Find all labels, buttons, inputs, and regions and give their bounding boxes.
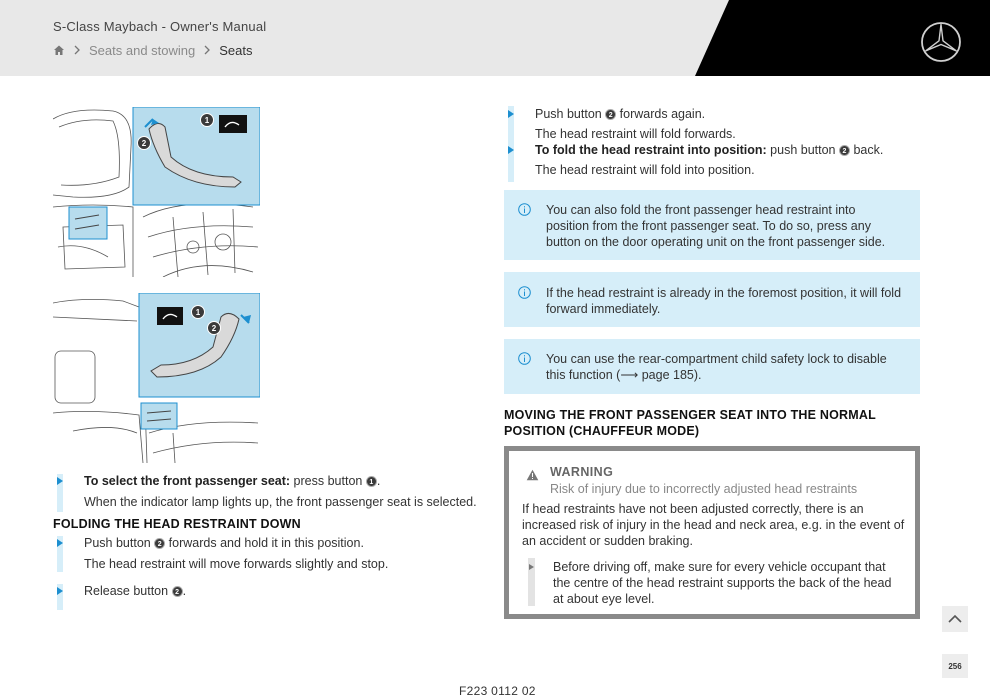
front-passenger-seat-controls-illustration xyxy=(53,107,260,277)
breadcrumb-seats-and-stowing[interactable]: Seats and stowing xyxy=(89,42,196,58)
info-box xyxy=(504,190,920,260)
step-arrow-icon xyxy=(529,564,534,570)
step-arrow-icon xyxy=(57,477,63,485)
section-heading-folding: FOLDING THE HEAD RESTRAINT DOWN xyxy=(53,517,301,531)
step-select-passenger-seat: To select the front passenger seat: press button 1 . xyxy=(84,474,381,488)
callout-2: 2 xyxy=(141,139,147,148)
home-icon[interactable] xyxy=(53,44,65,56)
figure-code: F223 0112 02 xyxy=(459,684,536,698)
button-1-symbol: 1 xyxy=(366,476,377,487)
info-icon xyxy=(518,352,531,365)
scroll-to-top-button[interactable] xyxy=(942,606,968,632)
info-text: You can also fold the front passenger head restraint into position from the front passenger seat. To do so, press any button on the door operating unit on the front passenger side. xyxy=(546,203,886,249)
chevron-up-icon xyxy=(947,614,963,624)
warning-subtitle: Risk of injury due to incorrectly adjusted head restraints xyxy=(550,482,858,496)
info-text[interactable]: You can use the rear-compartment child safety lock to disable this function (⟶ page 185). xyxy=(546,352,887,382)
info-icon xyxy=(518,203,531,216)
button-2-symbol: 2 xyxy=(605,109,616,120)
callout-1: 1 xyxy=(195,308,201,317)
section-heading-chauffeur-mode: MOVING THE FRONT PASSENGER SEAT INTO THE NORMAL POSITION (CHAUFFEUR MODE) xyxy=(504,408,876,438)
step-push-button-2: Push button 2 forwards and hold it in this position. xyxy=(84,536,364,550)
callout-2: 2 xyxy=(211,324,217,333)
step-fold-into-position: To fold the head restraint into position: push button 2 back. xyxy=(535,143,884,157)
button-2-symbol: 2 xyxy=(172,586,183,597)
info-text: If the head restraint is already in the foremost position, it will fold forward immediately. xyxy=(546,286,902,316)
app-title: S-Class Maybach - Owner's Manual xyxy=(53,19,267,34)
step-result: When the indicator lamp lights up, the front passenger seat is selected. xyxy=(84,495,477,509)
rear-seat-headrest-controls-illustration xyxy=(53,293,260,463)
step-push-button-2-again: Push button 2 forwards again. xyxy=(535,107,706,121)
button-2-symbol: 2 xyxy=(154,538,165,549)
step-arrow-icon xyxy=(508,110,514,118)
step-result: The head restraint will fold into position. xyxy=(535,163,755,177)
info-box xyxy=(504,272,920,327)
info-icon xyxy=(518,286,531,299)
step-arrow-icon xyxy=(57,539,63,547)
page-number-badge: 256 xyxy=(942,654,968,678)
info-box xyxy=(504,339,920,394)
breadcrumb-seats: Seats xyxy=(219,42,253,58)
mercedes-star-logo xyxy=(920,21,962,63)
chevron-right-icon xyxy=(65,45,89,55)
step-arrow-icon xyxy=(508,146,514,154)
button-2-symbol: 2 xyxy=(839,145,850,156)
callout-1: 1 xyxy=(204,116,210,125)
warning-step: Before driving off, make sure for every vehicle occupant that the centre of the head restraint supports the back of the head at about eye level. xyxy=(553,560,892,606)
warning-triangle-icon xyxy=(526,468,539,480)
warning-box xyxy=(504,446,920,619)
step-release-button-2: Release button 2 . xyxy=(84,584,187,598)
warning-title: WARNING xyxy=(550,465,614,479)
step-arrow-icon xyxy=(57,587,63,595)
warning-body: If head restraints have not been adjusted correctly, there is an increased risk of injury in the head and neck area, e.g. in the event of an accident or sudden braking. xyxy=(522,502,905,548)
chevron-right-icon xyxy=(195,45,219,55)
step-result: The head restraint will move forwards slightly and stop. xyxy=(84,557,389,571)
step-result: The head restraint will fold forwards. xyxy=(535,127,736,141)
breadcrumb xyxy=(53,42,252,58)
